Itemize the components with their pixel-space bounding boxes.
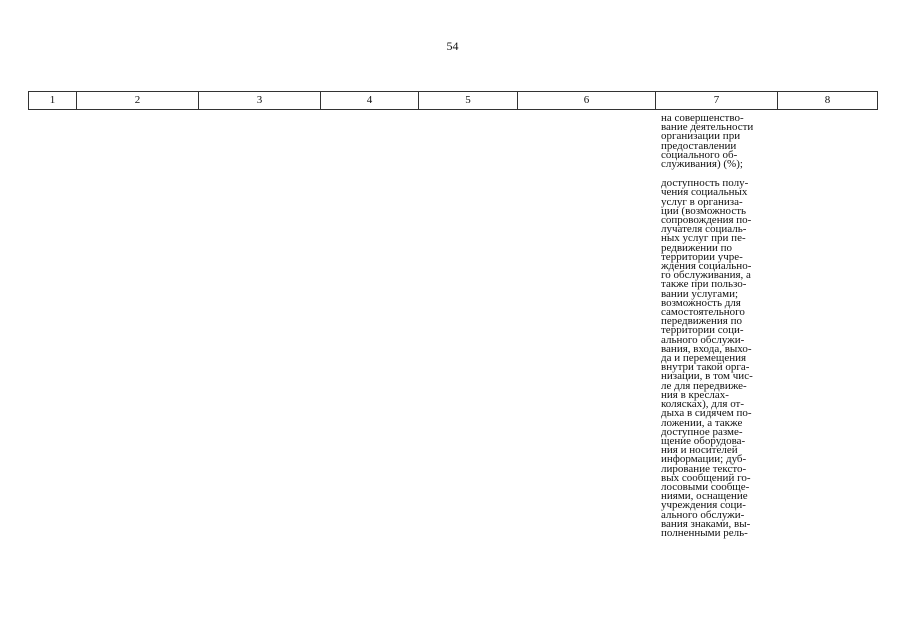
text-line: служивания) (%); — [661, 158, 743, 171]
text-line: лосовыми сообще- — [661, 480, 750, 493]
text-line: на совершенство- — [661, 112, 744, 124]
text-line: услуг в организа- — [661, 195, 743, 208]
text-line: редвижении по — [661, 241, 733, 254]
text-line: доступное разме- — [661, 425, 743, 438]
text-line: также при пользо- — [661, 278, 747, 291]
text-line: да и перемещения — [661, 352, 747, 365]
text-line: вания знаками, вы- — [661, 517, 751, 530]
header-col-3: 3 — [199, 92, 321, 110]
column-7-paragraph-1 — [661, 114, 777, 169]
header-col-2: 2 — [77, 92, 199, 110]
text-line: внутри такой орга- — [661, 361, 750, 374]
header-col-6: 6 — [518, 92, 656, 110]
header-col-1: 1 — [29, 92, 77, 110]
header-row — [29, 92, 878, 110]
text-line: лирование тексто- — [661, 462, 747, 475]
header-col-7: 7 — [656, 92, 778, 110]
text-line: ции (возможность — [661, 204, 747, 217]
text-line: ложении, а также — [661, 416, 743, 429]
table-header — [28, 91, 878, 110]
text-line: колясках), для от- — [661, 398, 745, 411]
page-number: 54 — [446, 39, 459, 53]
text-line: учреждения соци- — [661, 499, 746, 512]
text-line: информации; дуб- — [661, 453, 747, 466]
text-line: ния в креслах- — [661, 388, 729, 401]
column-7-cell-text — [661, 114, 777, 538]
text-line: вания, входа, выхо- — [661, 342, 752, 355]
text-line: ния и носителей — [661, 444, 738, 457]
header-col-4: 4 — [321, 92, 419, 110]
text-line: предоставлении — [661, 139, 737, 152]
text-line: чения социальных — [661, 186, 748, 199]
text-line: доступность полу- — [661, 177, 749, 190]
text-line: вание деятельности — [661, 121, 754, 134]
text-line: территории учре- — [661, 250, 743, 263]
text-line: вых сообщений го- — [661, 471, 751, 484]
text-line: территории соци- — [661, 324, 744, 337]
text-line: вании услугами; — [661, 287, 739, 300]
text-line: лучателя социаль- — [661, 223, 747, 236]
text-line: го обслуживания, а — [661, 269, 751, 282]
text-line: самостоятельного — [661, 306, 745, 319]
text-line: ждения социально- — [661, 260, 752, 273]
text-line: ных услуг при пе- — [661, 232, 746, 245]
text-line: социального об- — [661, 148, 738, 161]
text-line: организации при — [661, 130, 741, 143]
text-line: ального обслужи- — [661, 508, 745, 521]
header-col-8: 8 — [778, 92, 878, 110]
text-line: ального обслужи- — [661, 333, 745, 346]
text-line: низации, в том чис- — [661, 370, 753, 383]
text-line: сопровождения по- — [661, 214, 752, 227]
header-col-5: 5 — [419, 92, 518, 110]
text-line: дыха в сидячем по- — [661, 407, 752, 420]
column-7-paragraph-2 — [661, 179, 777, 538]
text-line: щение оборудова- — [661, 434, 746, 447]
text-line: ле для передвиже- — [661, 379, 747, 392]
text-line: передвижения по — [661, 315, 742, 328]
text-line: возможность для — [661, 296, 741, 309]
text-line: ниями, оснащение — [661, 490, 748, 503]
text-line: полненными рель- — [661, 526, 748, 539]
